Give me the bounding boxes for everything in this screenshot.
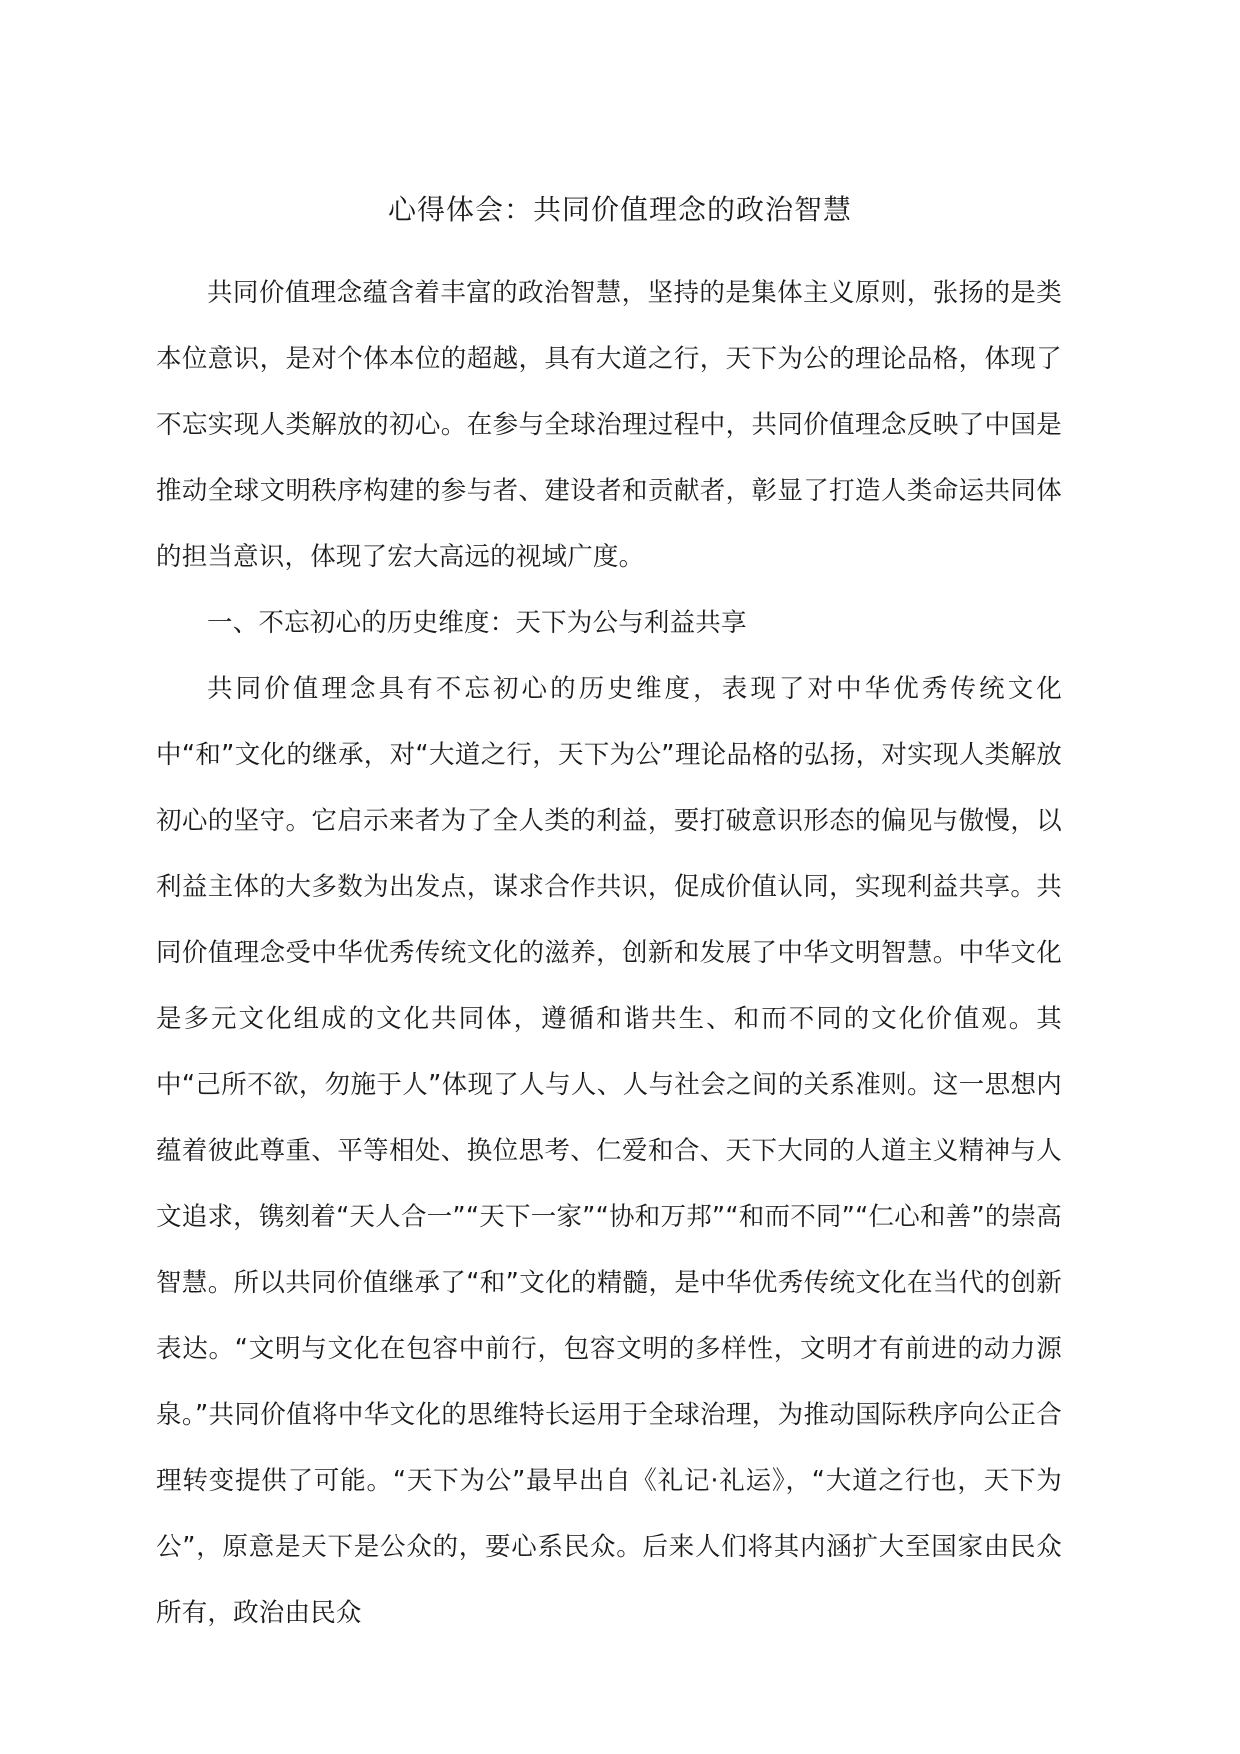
document-title: 心得体会：共同价值理念的政治智慧 xyxy=(387,193,852,226)
document-body xyxy=(156,260,1062,1646)
intro-paragraph: 共同价值理念蕴含着丰富的政治智慧，坚持的是集体主义原则，张扬的是类本位意识，是对个体本位的超越，具有大道之行，天下为公的理论品格，体现了不忘实现人类解放的初心。在参与全球治理过程中，共同价值理念反映了中国是推动全球文明秩序构建的参与者、建设者和贡献者，彰显了打造人类命运共同体的担当意识，体现了宏大高远的视域广度。 xyxy=(156,278,1062,572)
section-heading: 一、不忘初心的历史维度：天下为公与利益共享 xyxy=(207,608,747,638)
section-paragraph: 共同价值理念具有不忘初心的历史维度，表现了对中华优秀传统文化中“和”文化的继承，对“大道之行，天下为公”理论品格的弘扬，对实现人类解放初心的坚守。它启示来者为了全人类的利益，要打破意识形态的偏见与傲慢，以利益主体的大多数为出发点，谋求合作共识，促成价值认同，实现利益共享。共同价值理念受中华优秀传统文化的滋养，创新和发展了中华文明智慧。中华文化是多元文化组成的文化共同体，遵循和谐共生、和而不同的文化价值观。其中“己所不欲，勿施于人”体现了人与人、人与社会之间的关系准则。这一思想内蕴着彼此尊重、平等相处、换位思考、仁爱和合、天下大同的人道主义精神与人文追求，镌刻着“天人合一”“天下一家”“协和万邦”“和而不同”“仁心和善”的崇高智慧。所以共同价值继承了“和”文化的精髓，是中华优秀传统文化在当代的创新表达。“文明与文化在包容中前行，包容文明的多样性，文明才有前进的动力源泉。”共同价值将中华文化的思维特长运用于全球治理，为推动国际秩序向公正合理转变提供了可能。“天下为公”最早出自《礼记·礼运》，“大道之行也，天下为公”，原意是天下是公众的，要心系民众。后来人们将其内涵扩大至国家由民众所有，政治由民众 xyxy=(156,674,1062,1628)
